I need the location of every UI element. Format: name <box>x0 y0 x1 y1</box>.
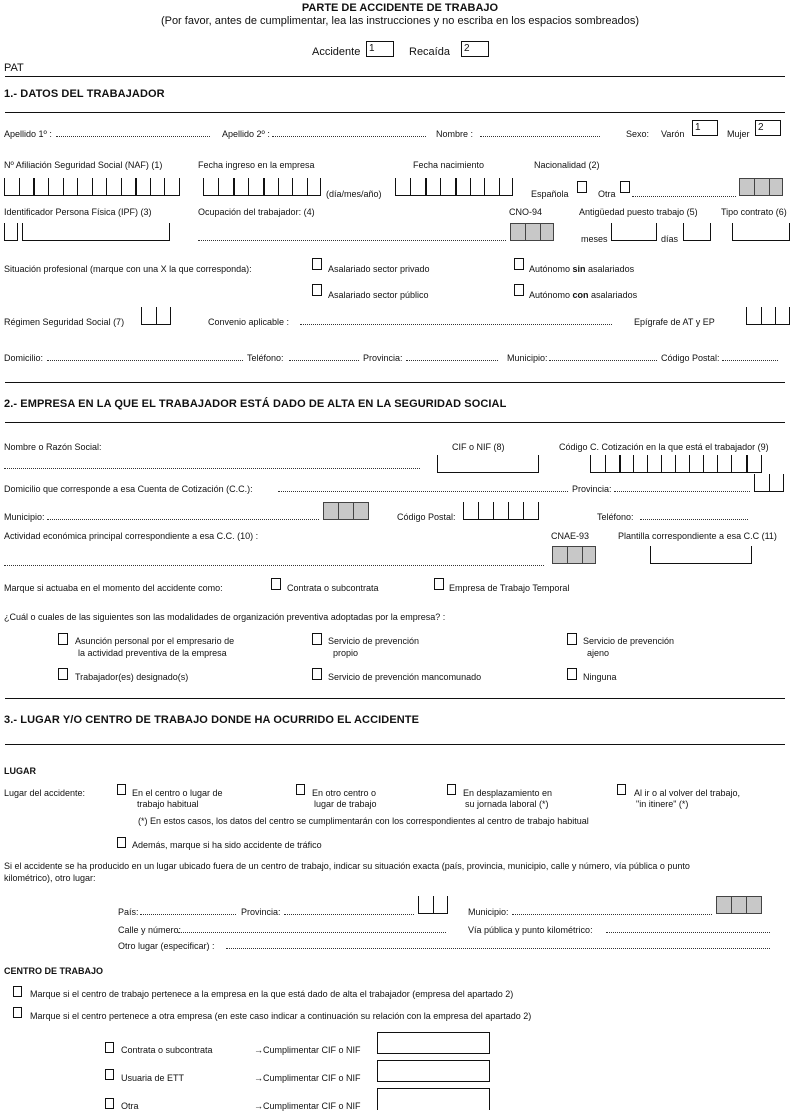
municipio-field[interactable] <box>549 360 657 361</box>
domicilio-label: Domicilio: <box>4 353 44 363</box>
form-subtitle: (Por favor, antes de cumplimentar, lea las instrucciones y no escriba en los espacios sombreados) <box>160 15 640 27</box>
rel-contrata-arrow: →Cumplimentar CIF o NIF <box>254 1045 361 1055</box>
apellido1-label: Apellido 1º : <box>4 129 52 139</box>
apellido1-field[interactable] <box>56 136 210 137</box>
municipio-label: Municipio: <box>507 353 548 363</box>
regimen-boxes[interactable] <box>141 307 171 325</box>
nacionalidad-label: Nacionalidad (2) <box>534 160 600 170</box>
ninguna-checkbox[interactable] <box>567 668 577 680</box>
rel-otra-arrow: →Cumplimentar CIF o NIF <box>254 1101 361 1111</box>
naf-boxes[interactable] <box>4 178 180 196</box>
dias-box[interactable] <box>683 223 711 241</box>
provincia-lugar-label: Provincia: <box>241 907 281 917</box>
otro-centro-checkbox[interactable] <box>296 784 305 795</box>
otro-lugar-label: Otro lugar (especificar) : <box>118 941 215 951</box>
calle-field[interactable] <box>178 932 446 933</box>
convenio-label: Convenio aplicable : <box>208 317 290 327</box>
cp-field[interactable] <box>722 360 778 361</box>
section-3-title: 3.- LUGAR Y/O CENTRO DE TRABAJO DONDE HA OCURRIDO EL ACCIDENTE <box>4 714 420 726</box>
centro-empresa-alta-label: Marque si el centro de trabajo pertenece a la empresa en la que está dado de alta el trabajador (empresa del apartado 2) <box>30 989 514 999</box>
modalidades-label: ¿Cuál o cuales de las siguientes son las modalidades de organización preventiva adoptadas por la empresa? : <box>4 612 446 622</box>
razon-social-label: Nombre o Razón Social: <box>4 442 102 452</box>
rel-ett-label: Usuaria de ETT <box>121 1073 185 1083</box>
lugar-accidente-label: Lugar del accidente: <box>4 788 86 798</box>
provincia-field[interactable] <box>406 360 498 361</box>
marque-label: Marque si actuaba en el momento del accidente como: <box>4 583 223 593</box>
sexo-label: Sexo: <box>626 129 650 139</box>
municipio-cc-field[interactable] <box>47 519 319 520</box>
otro-lugar-field[interactable] <box>226 948 770 949</box>
asuncion-checkbox[interactable] <box>58 633 68 645</box>
centro-trabajo-heading: CENTRO DE TRABAJO <box>4 966 104 976</box>
asalariado-publico-checkbox[interactable] <box>312 284 322 296</box>
municipio-lugar-field[interactable] <box>512 914 712 915</box>
ccc-label: Código C. Cotización en la que está el trabajador (9) <box>559 442 769 452</box>
espanola-checkbox[interactable] <box>577 181 587 193</box>
lugar-heading: LUGAR <box>4 766 36 776</box>
trafico-label: Además, marque si ha sido accidente de tráfico <box>132 840 322 850</box>
apellido2-field[interactable] <box>272 136 426 137</box>
provincia-cc-boxes[interactable] <box>754 474 784 492</box>
rel-otra-checkbox[interactable] <box>105 1098 114 1109</box>
divider <box>5 422 785 423</box>
varon-num: 1 <box>695 122 701 133</box>
pais-label: País: <box>118 907 139 917</box>
situacion-label: Situación profesional (marque con una X la que corresponda): <box>4 264 252 274</box>
ipf-boxes[interactable] <box>22 223 170 241</box>
espanola-label: Española <box>531 189 569 199</box>
servicio-propio-label-1: Servicio de prevención <box>328 636 420 646</box>
domicilio-cc-field[interactable] <box>278 491 568 492</box>
in-itinere-label-2: "in itinere" (*) <box>636 799 689 809</box>
otro-centro-label-1: En otro centro o <box>312 788 377 798</box>
divider <box>5 382 785 383</box>
ipf-label: Identificador Persona Física (IPF) (3) <box>4 207 152 217</box>
divider <box>5 112 785 113</box>
date-format-hint: (día/mes/año) <box>326 189 382 199</box>
fecha-ingreso-boxes[interactable] <box>203 178 321 196</box>
provincia-label: Provincia: <box>363 353 403 363</box>
ipf-type-box[interactable] <box>4 223 18 241</box>
ett-checkbox[interactable] <box>434 578 444 590</box>
telefono-label: Teléfono: <box>247 353 284 363</box>
cif-box[interactable] <box>437 455 539 473</box>
fuera-label-1: Si el accidente se ha producido en un lugar ubicado fuera de un centro de trabajo, indicar su situación exacta (país, provincia, municipio, calle y número, vía pública o punto <box>4 861 690 871</box>
servicio-ajeno-label-2: ajeno <box>587 648 610 658</box>
nota-asterisco: (*) En estos casos, los datos del centro se cumplimentarán con los correspondientes al centro de trabajo habitual <box>138 816 589 826</box>
cnae-label: CNAE-93 <box>551 531 590 541</box>
cp-cc-boxes[interactable] <box>463 502 539 520</box>
rel-contrata-cif-box[interactable] <box>377 1032 490 1054</box>
in-itinere-label-1: Al ir o al volver del trabajo, <box>634 788 741 798</box>
form-code: PAT <box>4 62 24 74</box>
mujer-label: Mujer <box>727 129 750 139</box>
ninguna-label: Ninguna <box>583 672 617 682</box>
rel-otra-label: Otra <box>121 1101 139 1111</box>
rel-ett-checkbox[interactable] <box>105 1069 114 1080</box>
naf-label: Nº Afiliación Seguridad Social (NAF) (1) <box>4 160 163 170</box>
desplazamiento-label-1: En desplazamiento en <box>463 788 553 798</box>
centro-otra-empresa-label: Marque si el centro pertenece a otra empresa (en este caso indicar a continuación su relación con la empresa del apartado 2) <box>30 1011 532 1021</box>
epigrafe-boxes[interactable] <box>746 307 790 325</box>
tipo-contrato-box[interactable] <box>732 223 790 241</box>
cno-label: CNO-94 <box>509 207 543 217</box>
rel-ett-cif-box[interactable] <box>377 1060 490 1082</box>
divider <box>5 744 785 745</box>
desplazamiento-label-2: su jornada laboral (*) <box>465 799 549 809</box>
recaida-box[interactable] <box>461 41 489 57</box>
ocupacion-label: Ocupación del trabajador: (4) <box>198 207 315 217</box>
calle-label: Calle y número: <box>118 925 182 935</box>
shaded-municipio-code <box>323 502 369 520</box>
divider <box>5 698 785 699</box>
convenio-field[interactable] <box>300 324 612 325</box>
form-title: PARTE DE ACCIDENTE DE TRABAJO <box>301 2 499 14</box>
shaded-cnae-code <box>552 546 596 564</box>
asalariado-publico-label: Asalariado sector público <box>328 290 429 300</box>
ccc-boxes[interactable] <box>590 455 762 473</box>
rel-ett-arrow: →Cumplimentar CIF o NIF <box>254 1073 361 1083</box>
otro-centro-label-2: lugar de trabajo <box>314 799 377 809</box>
trafico-checkbox[interactable] <box>117 837 126 848</box>
pais-field[interactable] <box>140 914 236 915</box>
meses-box[interactable] <box>611 223 657 241</box>
centro-empresa-alta-checkbox[interactable] <box>13 986 22 997</box>
mancomunado-checkbox[interactable] <box>312 668 322 680</box>
plantilla-label: Plantilla correspondiente a esa C.C (11) <box>618 531 777 541</box>
autonomo-con-checkbox[interactable] <box>514 284 524 296</box>
designados-checkbox[interactable] <box>58 668 68 680</box>
autonomo-sin-checkbox[interactable] <box>514 258 524 270</box>
ett-label: Empresa de Trabajo Temporal <box>449 583 570 593</box>
divider <box>5 76 785 77</box>
provincia-lugar-field[interactable] <box>284 914 414 915</box>
telefono-field[interactable] <box>289 360 359 361</box>
recaida-label: Recaída <box>409 46 450 58</box>
via-field[interactable] <box>606 932 770 933</box>
autonomo-sin-label: Autónomo sin asalariados <box>529 264 635 274</box>
asalariado-privado-checkbox[interactable] <box>312 258 322 270</box>
accidente-box[interactable] <box>366 41 394 57</box>
rel-contrata-label: Contrata o subcontrata <box>121 1045 213 1055</box>
provincia-cc-label: Provincia: <box>572 484 612 494</box>
autonomo-con-label: Autónomo con asalariados <box>529 290 638 300</box>
mujer-box[interactable] <box>755 120 781 136</box>
desplazamiento-checkbox[interactable] <box>447 784 456 795</box>
mancomunado-label: Servicio de prevención mancomunado <box>328 672 482 682</box>
epigrafe-label: Epígrafe de AT y EP <box>634 317 715 327</box>
asalariado-privado-label: Asalariado sector privado <box>328 264 430 274</box>
servicio-ajeno-label-1: Servicio de prevención <box>583 636 675 646</box>
telefono-cc-label: Teléfono: <box>597 512 634 522</box>
designados-label: Trabajador(es) designado(s) <box>75 672 189 682</box>
razon-social-field[interactable] <box>4 468 420 469</box>
servicio-propio-checkbox[interactable] <box>312 633 322 645</box>
fecha-ingreso-label: Fecha ingreso en la empresa <box>198 160 315 170</box>
accidente-label: Accidente <box>312 46 361 58</box>
provincia-lugar-boxes[interactable] <box>418 896 448 914</box>
antiguedad-label: Antigüedad puesto trabajo (5) <box>579 207 698 217</box>
mujer-num: 2 <box>758 122 764 133</box>
telefono-cc-field[interactable] <box>640 519 748 520</box>
lugar-habitual-label-1: En el centro o lugar de <box>132 788 223 798</box>
otra-label: Otra <box>598 189 616 199</box>
domicilio-cc-label: Domicilio que corresponde a esa Cuenta de Cotización (C.C.): <box>4 484 253 494</box>
meses-label: meses <box>581 234 608 244</box>
cp-cc-label: Código Postal: <box>397 512 456 522</box>
domicilio-field[interactable] <box>47 360 243 361</box>
provincia-cc-field[interactable] <box>614 491 750 492</box>
contrata-label: Contrata o subcontrata <box>287 583 379 593</box>
plantilla-box[interactable] <box>650 546 752 564</box>
shaded-municipio-lugar-code <box>716 896 762 914</box>
fuera-label-2: kilométrico), otro lugar: <box>4 873 96 883</box>
shaded-cno-code <box>510 223 554 241</box>
asuncion-label-2: la actividad preventiva de la empresa <box>78 648 227 658</box>
servicio-ajeno-checkbox[interactable] <box>567 633 577 645</box>
asuncion-label-1: Asunción personal por el empresario de <box>75 636 235 646</box>
actividad-label: Actividad económica principal correspondiente a esa C.C. (10) : <box>4 531 259 541</box>
dias-label: días <box>661 234 679 244</box>
varon-label: Varón <box>661 129 685 139</box>
regimen-label: Régimen Seguridad Social (7) <box>4 317 125 327</box>
cif-label: CIF o NIF (8) <box>452 442 505 452</box>
servicio-propio-label-2: propio <box>333 648 359 658</box>
accidente-num: 1 <box>369 43 375 54</box>
lugar-habitual-label-2: trabajo habitual <box>137 799 199 809</box>
otra-checkbox[interactable] <box>620 181 630 193</box>
tipo-contrato-label: Tipo contrato (6) <box>721 207 787 217</box>
cp-label: Código Postal: <box>661 353 720 363</box>
fecha-nacimiento-boxes[interactable] <box>395 178 513 196</box>
nombre-field[interactable] <box>480 136 600 137</box>
shaded-nacionalidad-code <box>739 178 783 196</box>
ocupacion-field[interactable] <box>198 240 506 241</box>
in-itinere-checkbox[interactable] <box>617 784 626 795</box>
otra-nacionalidad-field[interactable] <box>632 196 736 197</box>
section-2-title: 2.- EMPRESA EN LA QUE EL TRABAJADOR ESTÁ DADO DE ALTA EN LA SEGURIDAD SOCIAL <box>4 398 507 410</box>
contrata-checkbox[interactable] <box>271 578 281 590</box>
recaida-num: 2 <box>464 43 470 54</box>
lugar-habitual-checkbox[interactable] <box>117 784 126 795</box>
fecha-nacimiento-label: Fecha nacimiento <box>413 160 485 170</box>
municipio-lugar-label: Municipio: <box>468 907 509 917</box>
section-1-title: 1.- DATOS DEL TRABAJADOR <box>4 88 165 100</box>
rel-otra-cif-box[interactable] <box>377 1088 490 1110</box>
via-label: Vía pública y punto kilométrico: <box>468 925 593 935</box>
varon-box[interactable] <box>692 120 718 136</box>
nombre-label: Nombre : <box>436 129 474 139</box>
actividad-field[interactable] <box>4 565 544 566</box>
rel-contrata-checkbox[interactable] <box>105 1042 114 1053</box>
centro-otra-empresa-checkbox[interactable] <box>13 1007 22 1018</box>
municipio-cc-label: Municipio: <box>4 512 45 522</box>
apellido2-label: Apellido 2º : <box>222 129 270 139</box>
